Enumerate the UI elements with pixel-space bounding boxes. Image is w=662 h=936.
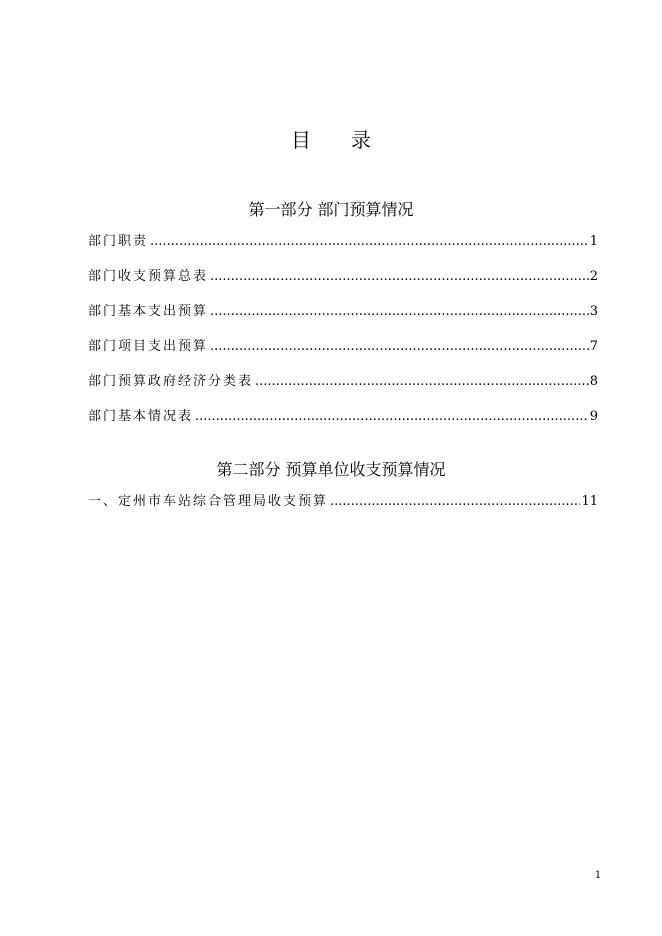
toc-entry-page: 9 [589,409,598,424]
toc-entry-page: 1 [589,234,598,249]
toc-entry[interactable] [88,303,598,321]
toc-leader-dots [210,338,589,356]
toc-entry[interactable] [88,233,598,251]
toc-entry[interactable] [88,408,598,426]
toc-entry-label: 一、定州市车站综合管理局收支预算 [88,494,329,509]
toc-leader-dots [195,408,589,426]
toc-entry[interactable] [88,493,598,511]
toc-leader-dots [330,493,580,511]
toc-entry-label: 部门基本支出预算 [88,304,209,319]
toc-entry[interactable] [88,338,598,356]
toc-leader-dots [255,373,589,391]
toc-entry-page: 8 [589,374,598,389]
toc-entry-label: 部门预算政府经济分类表 [88,374,254,389]
toc-entry-page: 3 [589,304,598,319]
part-2-heading: 第二部分 预算单位收支预算情况 [216,460,446,479]
toc-title [0,124,662,153]
toc-leader-dots [210,303,589,321]
toc-entry-page: 7 [589,339,598,354]
toc-entry[interactable] [88,268,598,286]
toc-entry-label: 部门收支预算总表 [88,269,209,284]
toc-leader-dots [210,268,589,286]
toc-entry-label: 部门项目支出预算 [88,339,209,354]
toc-entry-page: 11 [581,494,598,509]
footer-page-number: 1 [594,870,602,881]
toc-leader-dots [150,233,589,251]
toc-entry[interactable] [88,373,598,391]
part-1-heading: 第一部分 部门预算情况 [248,200,414,219]
toc-title-char-2: 录 [351,128,371,152]
toc-entry-page: 2 [589,269,598,284]
toc-entry-label: 部门职责 [88,234,149,249]
toc-title-char-1: 目 [291,128,311,152]
toc-entry-label: 部门基本情况表 [88,409,194,424]
